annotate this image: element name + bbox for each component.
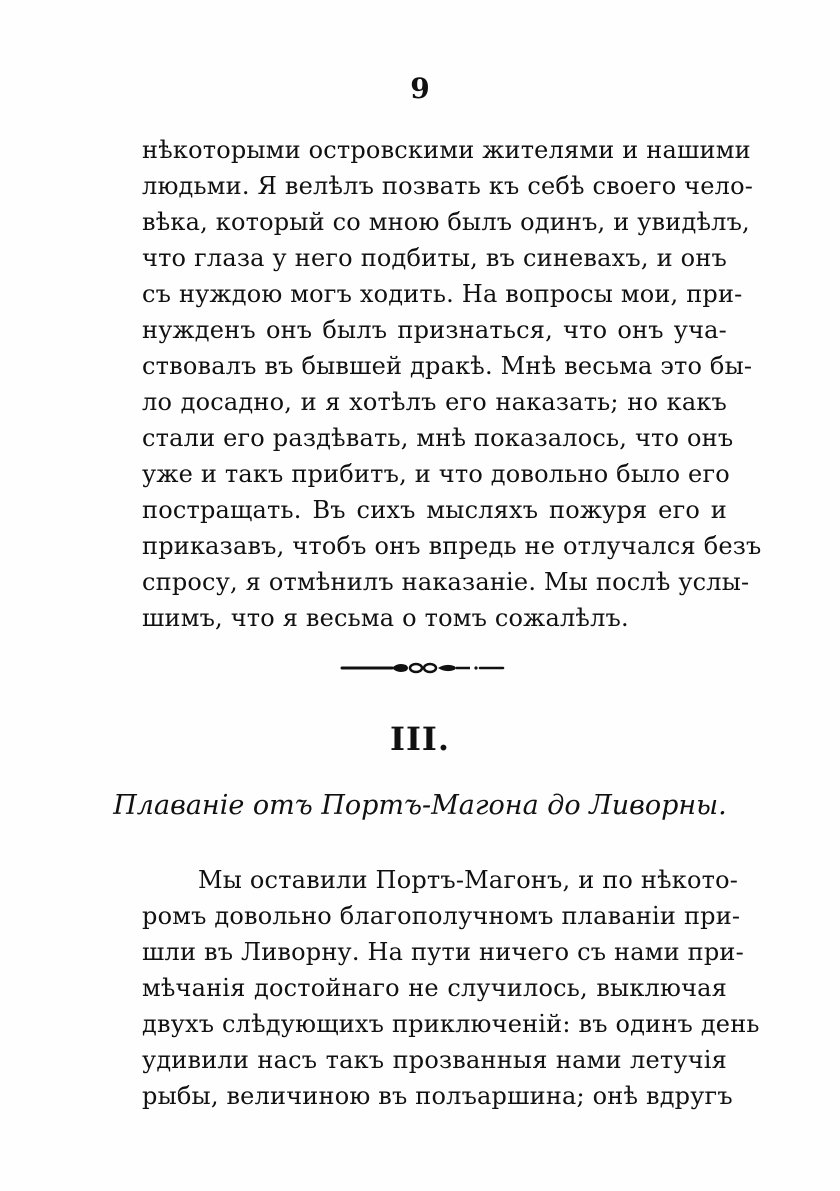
text-line: постращать. Въ сихъ мысляхъ пожуря его и xyxy=(142,496,727,524)
text-line: шли въ Ливорну. На пути ничего съ нами при- xyxy=(142,938,744,966)
text-line: удивили насъ такъ прозванныя нами летучія xyxy=(142,1046,727,1074)
page-number: 9 xyxy=(410,72,430,105)
text-line: спросу, я отмѣнилъ наказаніе. Мы послѣ услы- xyxy=(142,568,750,596)
ornament-divider xyxy=(340,660,505,676)
text-line: съ нуждою могъ ходить. На вопросы мои, при- xyxy=(142,280,743,308)
text-line: что глаза у него подбиты, въ синевахъ, и онъ xyxy=(142,244,727,272)
text-line: Мы оставили Портъ-Магонъ, и по нѣкото- xyxy=(198,866,739,894)
text-line: ствовалъ въ бывшей дракѣ. Мнѣ весьма это бы- xyxy=(142,352,753,380)
chapter-title: Плаваніе отъ Портъ-Магона до Ливорны. xyxy=(113,790,727,821)
text-line: людьми. Я велѣлъ позвать къ себѣ своего чело- xyxy=(142,172,754,200)
text-line: уже и такъ прибитъ, и что довольно было его xyxy=(142,460,730,488)
text-line: приказавъ, чтобъ онъ впредь не отлучался безъ xyxy=(142,532,762,560)
text-line: ло досадно, и я хотѣлъ его наказать; но какъ xyxy=(142,388,727,416)
chapter-number: III. xyxy=(389,720,451,758)
text-line: мѣчанія достойнаго не случилось, выключая xyxy=(142,974,727,1002)
text-line: рыбы, величиною въ полъаршина; онѣ вдругъ xyxy=(142,1082,733,1110)
text-line: нѣкоторыми островскими жителями и нашими xyxy=(142,136,751,164)
text-line: двухъ слѣдующихъ приключеній: въ одинъ день xyxy=(142,1010,760,1038)
text-line: вѣка, который со мною былъ одинъ, и увидѣлъ, xyxy=(142,208,750,236)
text-line: ромъ довольно благополучномъ плаваніи при- xyxy=(142,902,741,930)
text-line: стали его раздѣвать, мнѣ показалось, что онъ xyxy=(142,424,734,452)
text-line: шимъ, что я весьма о томъ сожалѣлъ. xyxy=(142,604,629,632)
text-line: нужденъ онъ былъ признаться, что онъ уча- xyxy=(142,316,727,344)
